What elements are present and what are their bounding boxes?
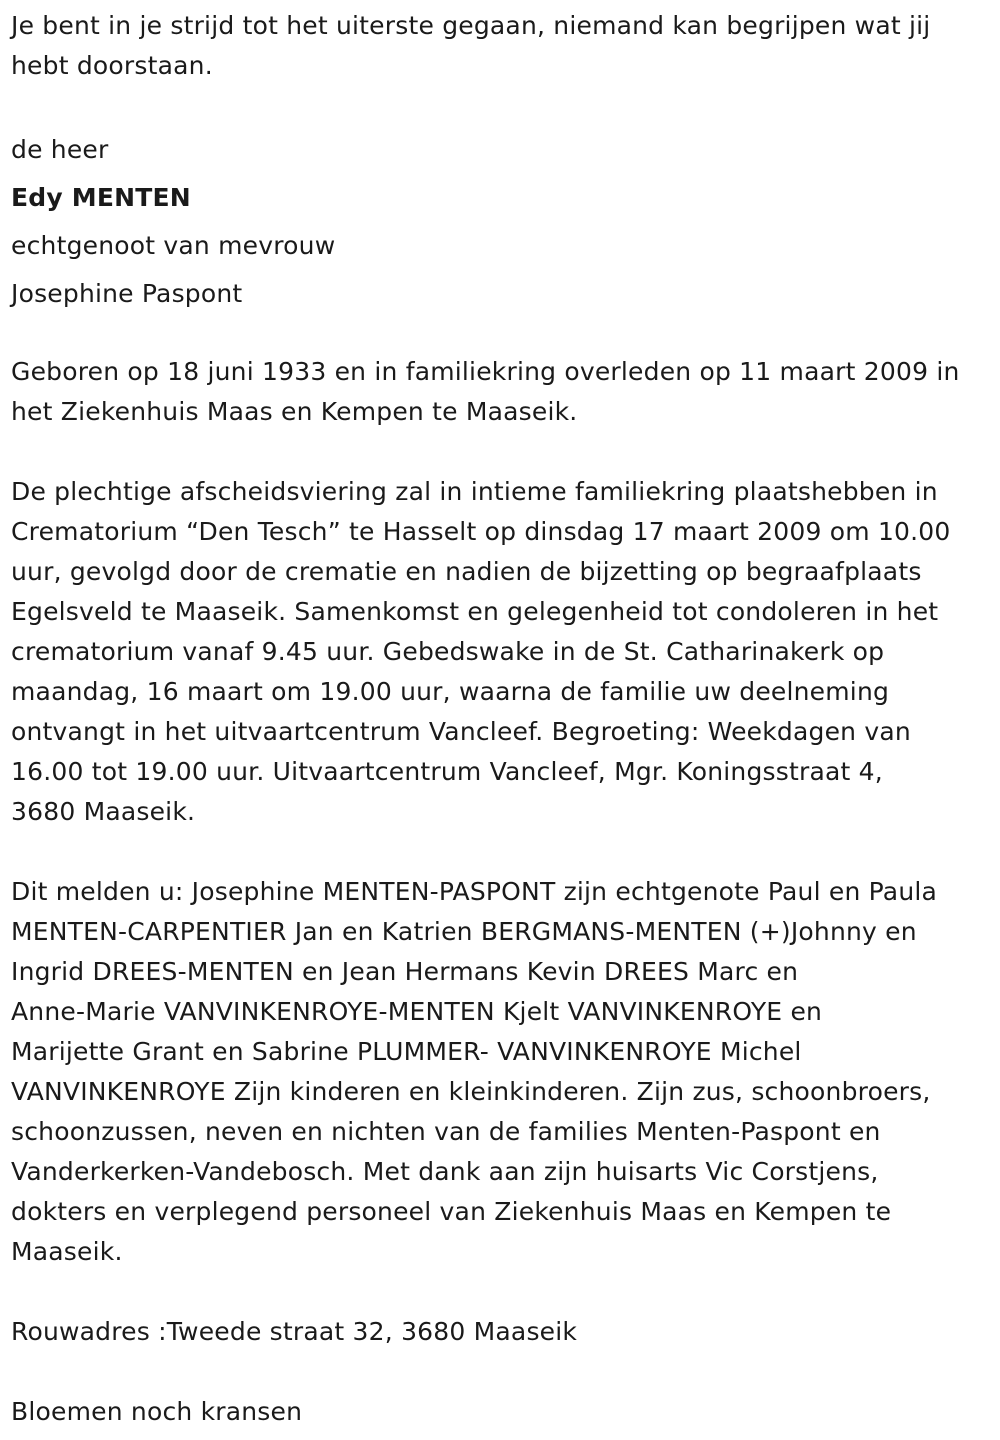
family-line: Maaseik. xyxy=(11,1237,123,1266)
birth-death-line: Geboren op 18 juni 1933 en in familiekring overleden op 11 maart 2009 in xyxy=(11,357,960,386)
ceremony-line: uur, gevolgd door de crematie en nadien de bijzetting op begraafplaats xyxy=(11,557,922,586)
ceremony-line: Crematorium “Den Tesch” te Hasselt op dinsdag 17 maart 2009 om 10.00 xyxy=(11,517,951,546)
intro-line: hebt doorstaan. xyxy=(11,51,213,80)
title-prefix: de heer xyxy=(11,135,109,164)
family-line: MENTEN-CARPENTIER Jan en Katrien BERGMANS-MENTEN (+)Johnny en xyxy=(11,917,917,946)
family-line: dokters en verplegend personeel van Ziekenhuis Maas en Kempen te xyxy=(11,1197,892,1226)
paragraph-gap xyxy=(11,1352,996,1392)
family-line: Dit melden u: Josephine MENTEN-PASPONT zijn echtgenote Paul en Paula xyxy=(11,877,938,906)
ceremony-line: Egelsveld te Maaseik. Samenkomst en gelegenheid tot condoleren in het xyxy=(11,597,939,626)
spouse-name: Josephine Paspont xyxy=(11,279,243,308)
paragraph-gap xyxy=(11,86,996,126)
ceremony-line: 16.00 tot 19.00 uur. Uitvaartcentrum Vancleef, Mgr. Koningsstraat 4, xyxy=(11,757,883,786)
family-line: schoonzussen, neven en nichten van de families Menten-Paspont en xyxy=(11,1117,881,1146)
mourning-address: Rouwadres :Tweede straat 32, 3680 Maaseik xyxy=(11,1317,578,1346)
name-block xyxy=(11,126,996,318)
birth-death-paragraph xyxy=(11,352,996,432)
intro-line: Je bent in je strijd tot het uiterste gegaan, niemand kan begrijpen wat jij xyxy=(11,11,931,40)
family-line: Marijette Grant en Sabrine PLUMMER- VANVINKENROYE Michel xyxy=(11,1037,802,1066)
paragraph-gap xyxy=(11,432,996,472)
intro-paragraph xyxy=(11,6,996,86)
paragraph-gap xyxy=(11,1272,996,1312)
paragraph-gap xyxy=(11,318,996,352)
ceremony-line: 3680 Maaseik. xyxy=(11,797,196,826)
family-line: Anne-Marie VANVINKENROYE-MENTEN Kjelt VANVINKENROYE en xyxy=(11,997,823,1026)
ceremony-paragraph xyxy=(11,472,996,832)
flowers-notice: Bloemen noch kransen xyxy=(11,1397,303,1426)
ceremony-line: maandag, 16 maart om 19.00 uur, waarna de familie uw deelneming xyxy=(11,677,890,706)
ceremony-line: ontvangt in het uitvaartcentrum Vancleef. Begroeting: Weekdagen van xyxy=(11,717,911,746)
birth-death-line: het Ziekenhuis Maas en Kempen te Maaseik. xyxy=(11,397,578,426)
family-line: Vanderkerken-Vandebosch. Met dank aan zijn huisarts Vic Corstjens, xyxy=(11,1157,879,1186)
spouse-label: echtgenoot van mevrouw xyxy=(11,231,336,260)
flowers-paragraph xyxy=(11,1392,996,1432)
family-line: Ingrid DREES-MENTEN en Jean Hermans Kevin DREES Marc en xyxy=(11,957,799,986)
ceremony-line: De plechtige afscheidsviering zal in intieme familiekring plaatshebben in xyxy=(11,477,938,506)
family-paragraph xyxy=(11,872,996,1272)
address-paragraph xyxy=(11,1312,996,1352)
ceremony-line: crematorium vanaf 9.45 uur. Gebedswake in de St. Catharinakerk op xyxy=(11,637,885,666)
paragraph-gap xyxy=(11,832,996,872)
deceased-name: Edy MENTEN xyxy=(11,183,191,212)
obituary-document xyxy=(11,6,996,1432)
family-line: VANVINKENROYE Zijn kinderen en kleinkinderen. Zijn zus, schoonbroers, xyxy=(11,1077,931,1106)
